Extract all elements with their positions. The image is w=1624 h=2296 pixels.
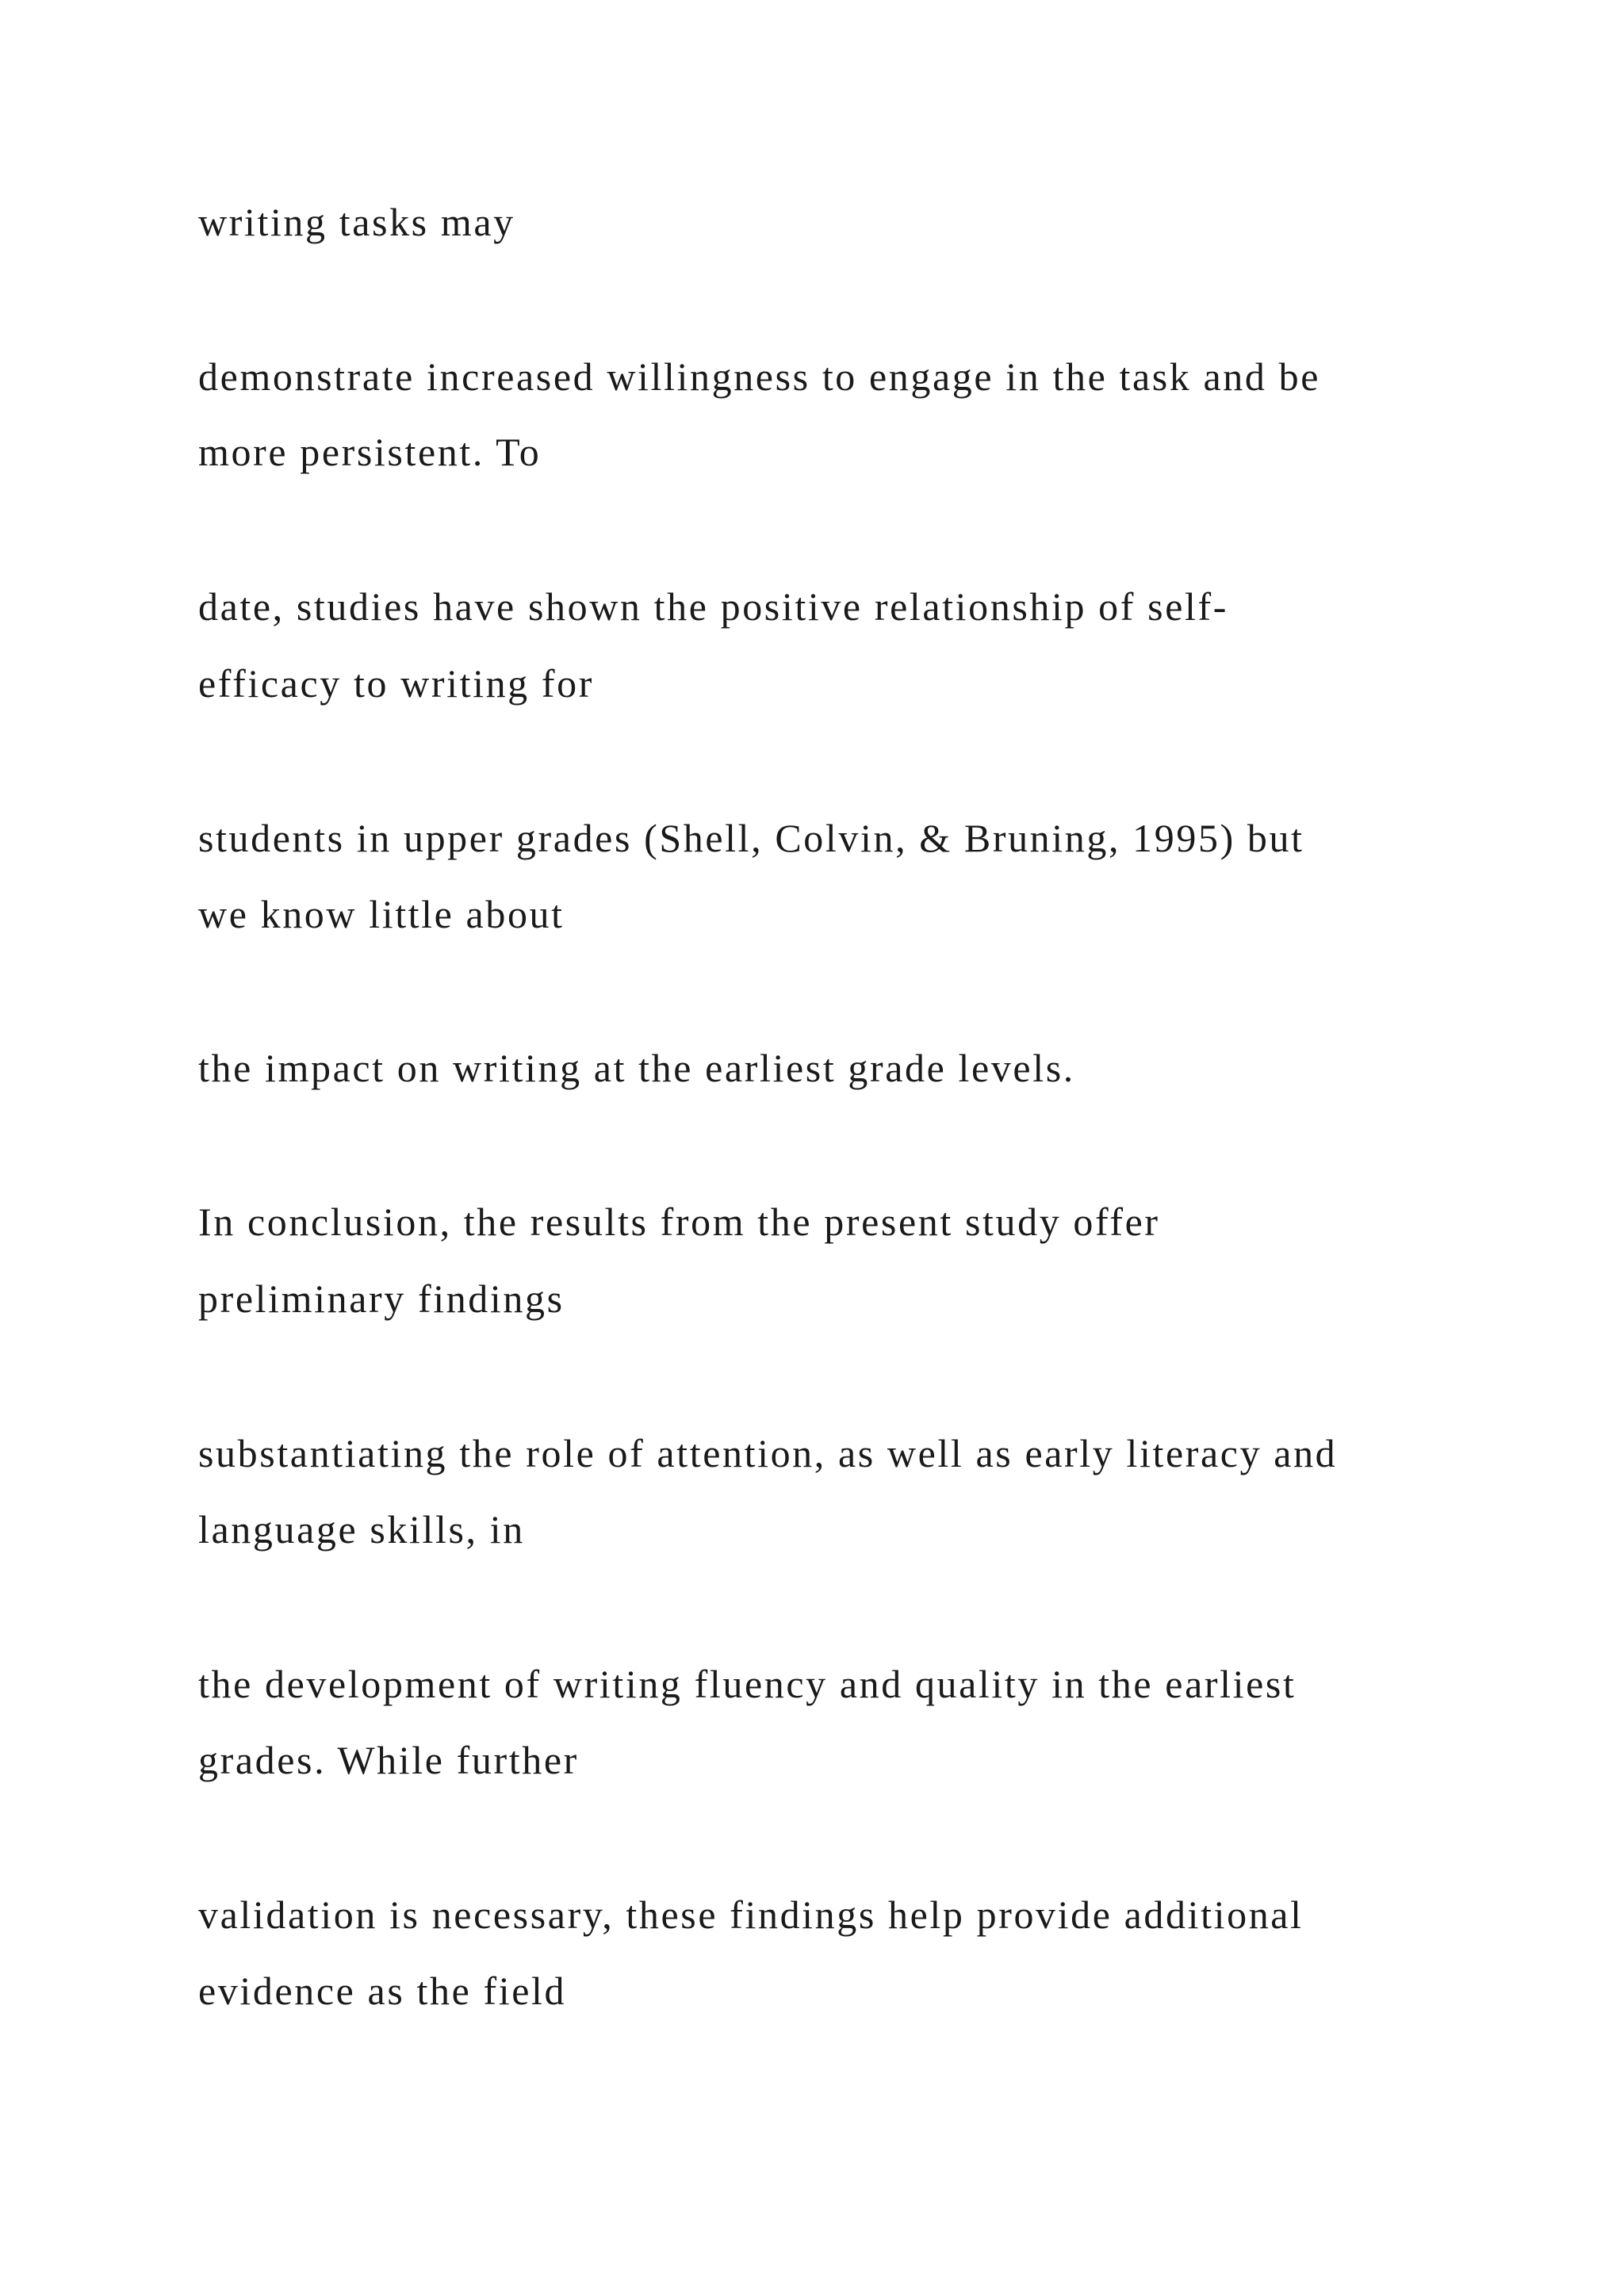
text-line: the impact on writing at the earliest grade levels. bbox=[198, 1046, 1075, 1090]
text-line: date, studies have shown the positive relationship of self- bbox=[198, 584, 1228, 629]
text-line: In conclusion, the results from the present study offer bbox=[198, 1200, 1160, 1244]
text-line: efficacy to writing for bbox=[198, 661, 594, 706]
text-line: we know little about bbox=[198, 892, 565, 936]
text-line: validation is necessary, these findings help provide additional bbox=[198, 1892, 1304, 1937]
text-line: students in upper grades (Shell, Colvin, & Bruning, 1995) but bbox=[198, 816, 1304, 860]
text-line: writing tasks may bbox=[198, 200, 515, 244]
text-line: language skills, in bbox=[198, 1507, 525, 1552]
text-line: demonstrate increased willingness to engage in the task and be bbox=[198, 354, 1320, 399]
text-line: substantiating the role of attention, as well as early literacy and bbox=[198, 1431, 1338, 1475]
text-line: evidence as the field bbox=[198, 1969, 567, 2013]
text-line: grades. While further bbox=[198, 1738, 579, 1782]
text-line: preliminary findings bbox=[198, 1276, 565, 1321]
text-line: the development of writing fluency and quality in the earliest bbox=[198, 1662, 1297, 1706]
text-line: more persistent. To bbox=[198, 430, 542, 474]
